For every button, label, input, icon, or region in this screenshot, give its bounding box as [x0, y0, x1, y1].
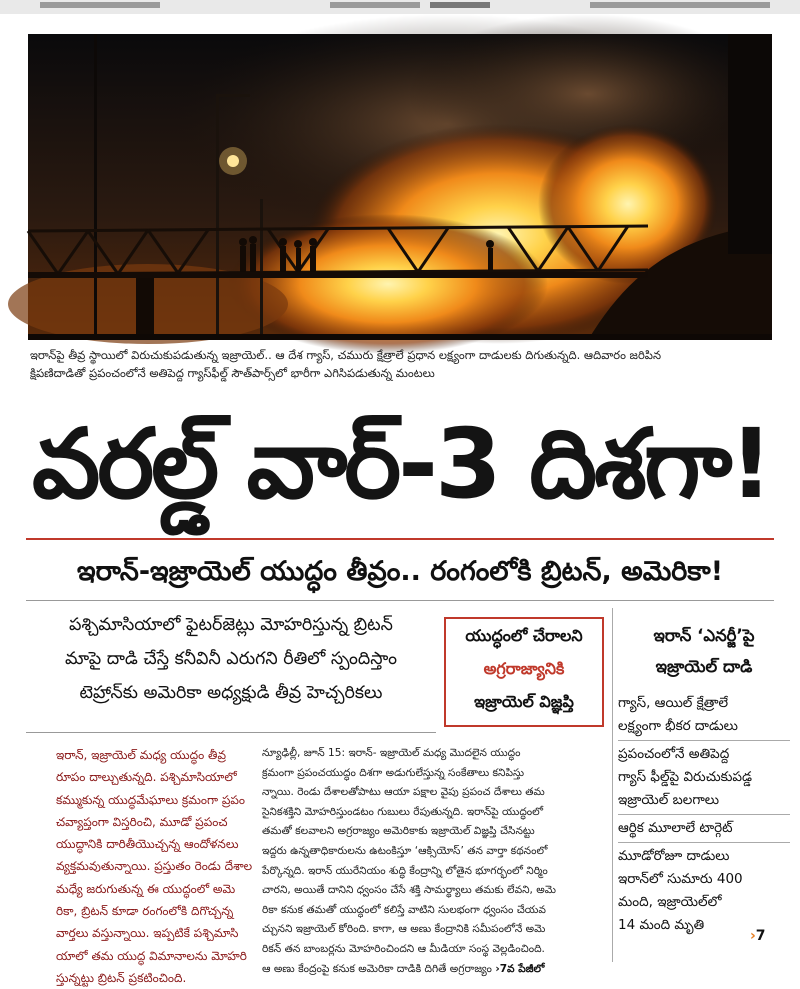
sub-headline: ఇరాన్‌-ఇజ్రాయెల్‌ యుద్ధం తీవ్రం.. రంగంలోకి బ్రిటన్‌, అమెరికా!: [76, 556, 724, 587]
lede-line: రూపం దాల్చుతున్నది. పశ్చిమాసియాలో: [56, 770, 237, 785]
page-reference[interactable]: [750, 928, 766, 944]
body-line: న్నాయి. రెండు దేశాలతోపాటు ఆయా పక్షాల వైపు ప్రపంచ దేశాలు తమ: [262, 786, 545, 799]
chevron-right-icon: ›: [495, 962, 500, 975]
lede-line: యుద్ధానికి దారితీయొచ్చన్న ఆందోళనలు: [56, 837, 239, 852]
body-line: చ్చునని ఇజ్రాయెల్‌ కోరింది. కాగా, ఆ అణు కేంద్రానికి సమీపంలోనే అమె: [262, 923, 546, 936]
sidebar-item-line: ఆర్థిక మూలాలే టార్గెట్‌: [618, 820, 733, 836]
sidebar-item-line: గ్యాస్‌, ఆయిల్‌ క్షేత్రాలే: [618, 695, 729, 711]
sidebar-item-line: ఇజ్రాయెల్‌ బలగాలు: [618, 792, 720, 808]
strip-text-fragment: [40, 2, 160, 8]
body-line: ఆ అణు కేంద్రంపై కనుక అమెరికా దాడికి దిగితే అగ్రరాజ్యం: [262, 962, 492, 975]
body-line-last: [262, 960, 606, 980]
sidebar-item-divider: [618, 740, 790, 741]
key-point: మాపై దాడి చేస్తే కనీవినీ ఎరుగని రీతిలో స్పందిస్తాం: [65, 649, 397, 669]
sidebar-heading-line: ఇజ్రాయెల్‌ దాడి: [655, 657, 753, 676]
body-line: రికన్‌ తన బాంబర్లను మోహరించిందని ఆ మీడియా సంస్థ వెల్లడించింది.: [262, 942, 545, 955]
points-divider: [26, 732, 436, 733]
lede-line: స్తున్నట్టు బ్రిటన్‌ ప్రకటించింది.: [56, 970, 187, 985]
body-line: సైనికశక్తిని మోహరిస్తుండటం గుబులు రేపుతున్నది. ఇరాన్‌పై యుద్ధంలో: [262, 805, 544, 818]
previous-page-strip: [0, 0, 800, 14]
body-line: న్యూఢిల్లీ, జూన్‌ 15: ఇరాన్‌- ఇజ్రాయెల్‌ మధ్య మొదలైన యుద్ధం: [262, 747, 521, 759]
lede-line: యాలో తమ యుద్ధ విమానాలను మోహరి: [56, 948, 247, 963]
fire-scene-illustration: [28, 34, 772, 340]
body-line: చారని, అయితే దానిని ధ్వంసం చేసే శక్తి సామర్థ్యాలు తమకు లేవని, అమె: [262, 884, 556, 897]
lede-line: కమ్ముకున్న యుద్ధమేఘాలు క్రమంగా ప్రపం: [56, 792, 245, 807]
headline-divider: [26, 538, 774, 540]
sidebar-item-line: ఇరాన్‌లో సుమారు 400: [618, 871, 743, 887]
photo-caption: [30, 346, 772, 382]
key-point: టెహ్రాన్‌కు అమెరికా అధ్యక్షుడి తీవ్ర హెచ్చరికలు: [79, 683, 383, 703]
article-body: [262, 744, 606, 979]
body-line: రికా కనుక తమతో యుద్ధంలో కలిస్తే వాటిని సులభంగా ధ్వంసం చేయవ: [262, 903, 546, 916]
strip-text-fragment: [330, 2, 420, 8]
key-points: [26, 608, 436, 710]
sidebar-item-line: లక్ష్యంగా భీకర దాడులు: [618, 718, 738, 734]
page-reference-number: 7: [755, 928, 766, 944]
sidebar-heading: [618, 620, 790, 682]
lede-line: వార్తలు వస్తున్నాయి. ఇప్పటికే పశ్చిమాసి: [56, 926, 239, 941]
highlight-line: ఇజ్రాయెల్‌ విజ్ఞప్తి: [474, 692, 574, 711]
sidebar-list: [618, 692, 790, 937]
sidebar-item-line: ప్రపంచంలోనే అతిపెద్ద: [618, 746, 730, 762]
lede-line: ఇరాన్‌, ఇజ్రాయెల్‌ మధ్య యుద్ధం తీవ్ర: [56, 748, 226, 762]
body-line: పేర్కొన్నది. ఇరాన్‌ యురేనియం శుద్ధి కేంద్రాన్ని లోతైన భూగర్భంలో నిర్మిం: [262, 864, 548, 877]
caption-line: ఇరాన్‌పై తీవ్ర స్థాయిలో విరుచుకుపడుతున్న ఇజ్రాయెల్.. ఆ దేశ గ్యాస్, చమురు క్షేత్రాలే ప్రధాన లక్ష్యంగా దాడులకు దిగుతున్నది. ఆదివారం జరిపిన: [30, 348, 662, 362]
sidebar-item-divider: [618, 842, 790, 843]
news-photo-gas-field-fire: [28, 34, 772, 340]
sidebar-item-line: మూడోరోజూ దాడులు: [618, 848, 730, 864]
highlight-line: యుద్ధంలో చేరాలని: [465, 626, 583, 645]
lede-line: రికా, బ్రిటన్‌ కూడా రంగంలోకి దిగొచ్చన్న: [56, 904, 234, 919]
highlight-box: [444, 617, 604, 727]
main-headline: వరల్డ్ వార్‌-3 దిశగా!: [31, 408, 771, 520]
sidebar-item-divider: [618, 814, 790, 815]
body-line: తమతో కలవాలని అగ్రరాజ్యం అమెరికాకు ఇజ్రాయెల్‌ విజ్ఞప్తి చేసినట్టు: [262, 825, 535, 838]
lede-line: మధ్యే జరుగుతున్న ఈ యుద్ధంలో అమె: [56, 881, 236, 896]
sidebar-item-line: 14 మంది మృతి: [618, 917, 705, 933]
strip-image-fragment: [430, 2, 490, 8]
continued-on-page-label: 7వ పేజీలో: [499, 962, 545, 975]
lede-line: వ్యక్తమవుతున్నాయి. ప్రస్తుతం రెండు దేశాల: [56, 859, 253, 874]
strip-text-fragment: [590, 2, 770, 8]
body-line: ఇద్దరు ఉన్నతాధికారులను ఉటంకిస్తూ ‘ఆక్సియోస్‌’ తన వార్తా కథనంలో: [262, 844, 548, 857]
continued-on-page[interactable]: [495, 963, 544, 975]
body-line: క్రమంగా ప్రపంచయుద్ధం దిశగా అడుగులేస్తున్న సంకేతాలు కనిపిస్తు: [262, 766, 525, 779]
sidebar-item-line: మంది, ఇజ్రాయెల్‌లో: [618, 894, 722, 910]
caption-line: క్షిపణిదాడితో ప్రపంచంలోనే అతిపెద్ద గ్యాస్‌ఫీల్డ్ సౌత్‌పార్స్‌లో భారీగా ఎగిసిపడుతున్న మంటలు: [30, 366, 435, 380]
highlight-line: అగ్రరాజ్యానికి: [483, 659, 565, 678]
section-divider: [26, 600, 774, 601]
chevron-right-icon: ›: [750, 928, 756, 944]
sidebar-item-line: గ్యాస్‌ ఫీల్డ్‌పై విరుచుకుపడ్డ: [618, 769, 752, 785]
column-divider: [612, 608, 613, 962]
sidebar-heading-line: ఇరాన్‌ ‘ఎనర్జీ’పై: [653, 626, 755, 645]
lede-paragraph: [56, 744, 252, 989]
key-point: పశ్చిమాసియాలో ఫైటర్‌జెట్లు మోహరిస్తున్న బ్రిటన్‌: [69, 615, 393, 635]
lede-line: చవ్యాప్తంగా విస్తరించి, మూడో ప్రపంచ: [56, 814, 228, 829]
